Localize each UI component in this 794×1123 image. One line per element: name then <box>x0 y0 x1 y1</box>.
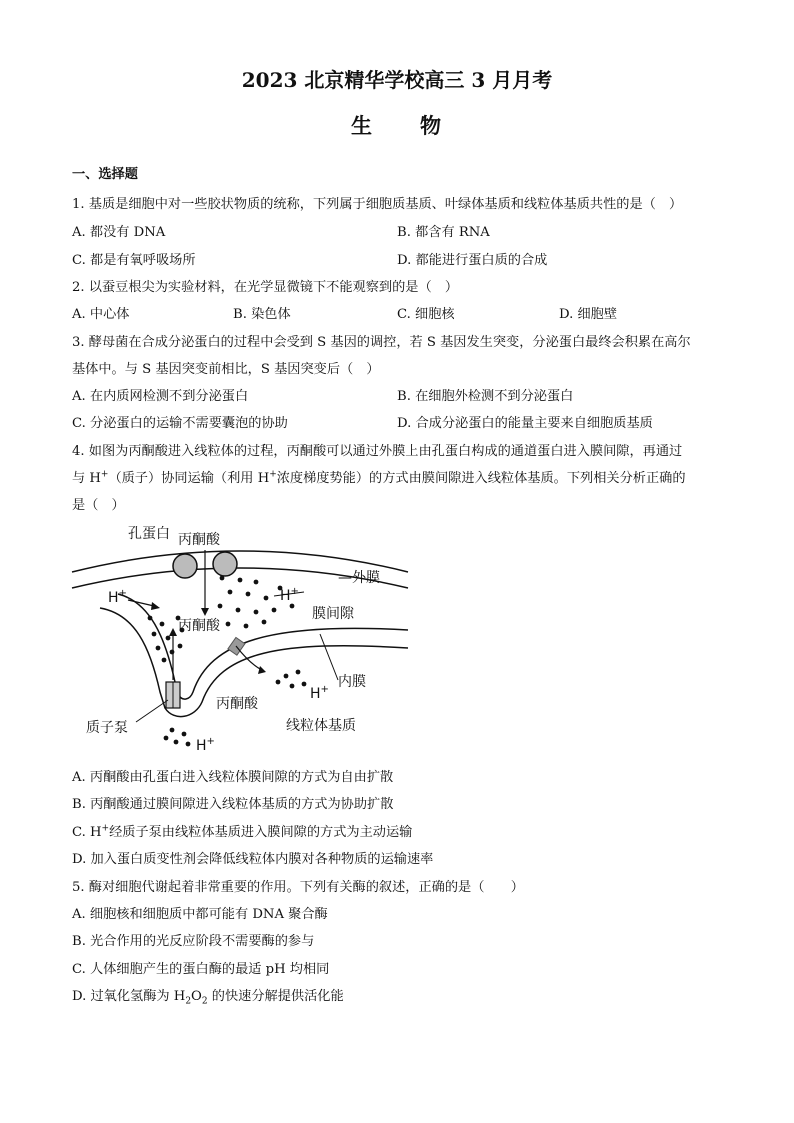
q2-option-c: C. 细胞核 <box>397 307 455 322</box>
mitochondria-diagram <box>70 522 410 757</box>
q4-stem-line3: 是（ ） <box>72 498 125 513</box>
q1-option-b: B. 都含有 RNA <box>397 225 490 240</box>
q3-stem-line1: 3. 酵母菌在合成分泌蛋白的过程中会受到 S 基因的调控，若 S 基因发生突变，分泌蛋白最终会积累在高尔 <box>72 335 691 350</box>
q4-option-b: B. 丙酮酸通过膜间隙进入线粒体基质的方式为协助扩散 <box>72 797 394 812</box>
q5-option-d: D. 过氧化氢酶为 $H_2O_2$ 的快速分解提供活化能 <box>72 989 344 1007</box>
q4-option-d: D. 加入蛋白质变性剂会降低线粒体内膜对各种物质的运输速率 <box>72 852 434 867</box>
q1-option-d: D. 都能进行蛋白质的合成 <box>397 253 548 268</box>
q4-stem-line2: 与 H+（质子）协同运输（利用 H+浓度梯度势能）的方式由膜间隙进入线粒体基质。下列相关分析正确的 <box>72 469 686 486</box>
q1-option-c: C. 都是有氧呼吸场所 <box>72 253 196 268</box>
label-h-bottom: H+ <box>196 736 215 754</box>
q4-stem-line1: 4. 如图为丙酮酸进入线粒体的过程，丙酮酸可以通过外膜上由孔蛋白构成的通道蛋白进入膜间隙，再通过 <box>72 444 683 459</box>
label-matrix: 线粒体基质 <box>286 718 356 734</box>
q1-stem: 1. 基质是细胞中对一些胶状物质的统称，下列属于细胞质基质、叶绿体基质和线粒体基质共性的是（ ） <box>72 197 683 212</box>
arrow-head <box>258 666 266 674</box>
arrow-head <box>169 628 177 636</box>
leader-inner-membrane <box>320 634 338 680</box>
section-heading: 一、选择题 <box>72 167 138 182</box>
label-intermembrane-space: 膜间隙 <box>312 606 354 622</box>
porin-right-shape <box>213 552 237 576</box>
outer-membrane-outer-line <box>72 551 408 572</box>
porin-left-shape <box>173 554 197 578</box>
label-pyruvate-bottom: 丙酮酸 <box>216 696 258 712</box>
q2-option-b: B. 染色体 <box>233 307 291 322</box>
q2-option-d: D. 细胞壁 <box>559 307 618 322</box>
subject-title: 生 物 <box>351 113 443 138</box>
label-inner-membrane: 内膜 <box>338 674 366 690</box>
q1-option-a: A. 都没有 DNA <box>72 225 166 240</box>
q3-option-c: C. 分泌蛋白的运输不需要囊泡的协助 <box>72 416 288 431</box>
q4-option-c: C. H+经质子泵由线粒体基质进入膜间隙的方式为主动运输 <box>72 823 413 840</box>
label-porin: 孔蛋白 <box>128 526 170 542</box>
exam-title: 2023 北京精华学校高三 3 月月考 <box>241 68 553 92</box>
q2-option-a: A. 中心体 <box>72 307 130 322</box>
q3-option-d: D. 合成分泌蛋白的能量主要来自细胞质基质 <box>397 416 653 431</box>
label-h-mid: H+ <box>280 586 299 604</box>
q5-option-b: B. 光合作用的光反应阶段不需要酶的参与 <box>72 934 315 949</box>
label-h-left: H+ <box>108 588 127 606</box>
q3-stem-line2: 基体中。与 S 基因突变前相比，S 基因突变后（ ） <box>72 362 380 377</box>
q4-option-a: A. 丙酮酸由孔蛋白进入线粒体膜间隙的方式为自由扩散 <box>72 770 394 785</box>
label-pyruvate-top: 丙酮酸 <box>178 532 220 548</box>
label-outer-membrane: —外膜 <box>338 570 380 586</box>
label-h-right: H+ <box>310 684 329 702</box>
arrow-head <box>151 602 160 610</box>
arrow-head <box>201 608 209 616</box>
q3-option-a: A. 在内质网检测不到分泌蛋白 <box>72 389 249 404</box>
label-pyruvate-mid: 丙酮酸 <box>178 618 220 634</box>
q5-stem: 5. 酶对细胞代谢起着非常重要的作用。下列有关酶的叙述，正确的是（ ） <box>72 880 524 895</box>
q2-stem: 2. 以蚕豆根尖为实验材料，在光学显微镜下不能观察到的是（ ） <box>72 280 459 295</box>
q5-option-a: A. 细胞核和细胞质中都可能有 DNA 聚合酶 <box>72 907 328 922</box>
label-proton-pump: 质子泵 <box>86 720 128 736</box>
leader-proton-pump <box>136 700 168 722</box>
q5-option-c: C. 人体细胞产生的蛋白酶的最适 pH 均相同 <box>72 962 330 977</box>
q3-option-b: B. 在细胞外检测不到分泌蛋白 <box>397 389 574 404</box>
arrow-h-left <box>128 600 154 606</box>
